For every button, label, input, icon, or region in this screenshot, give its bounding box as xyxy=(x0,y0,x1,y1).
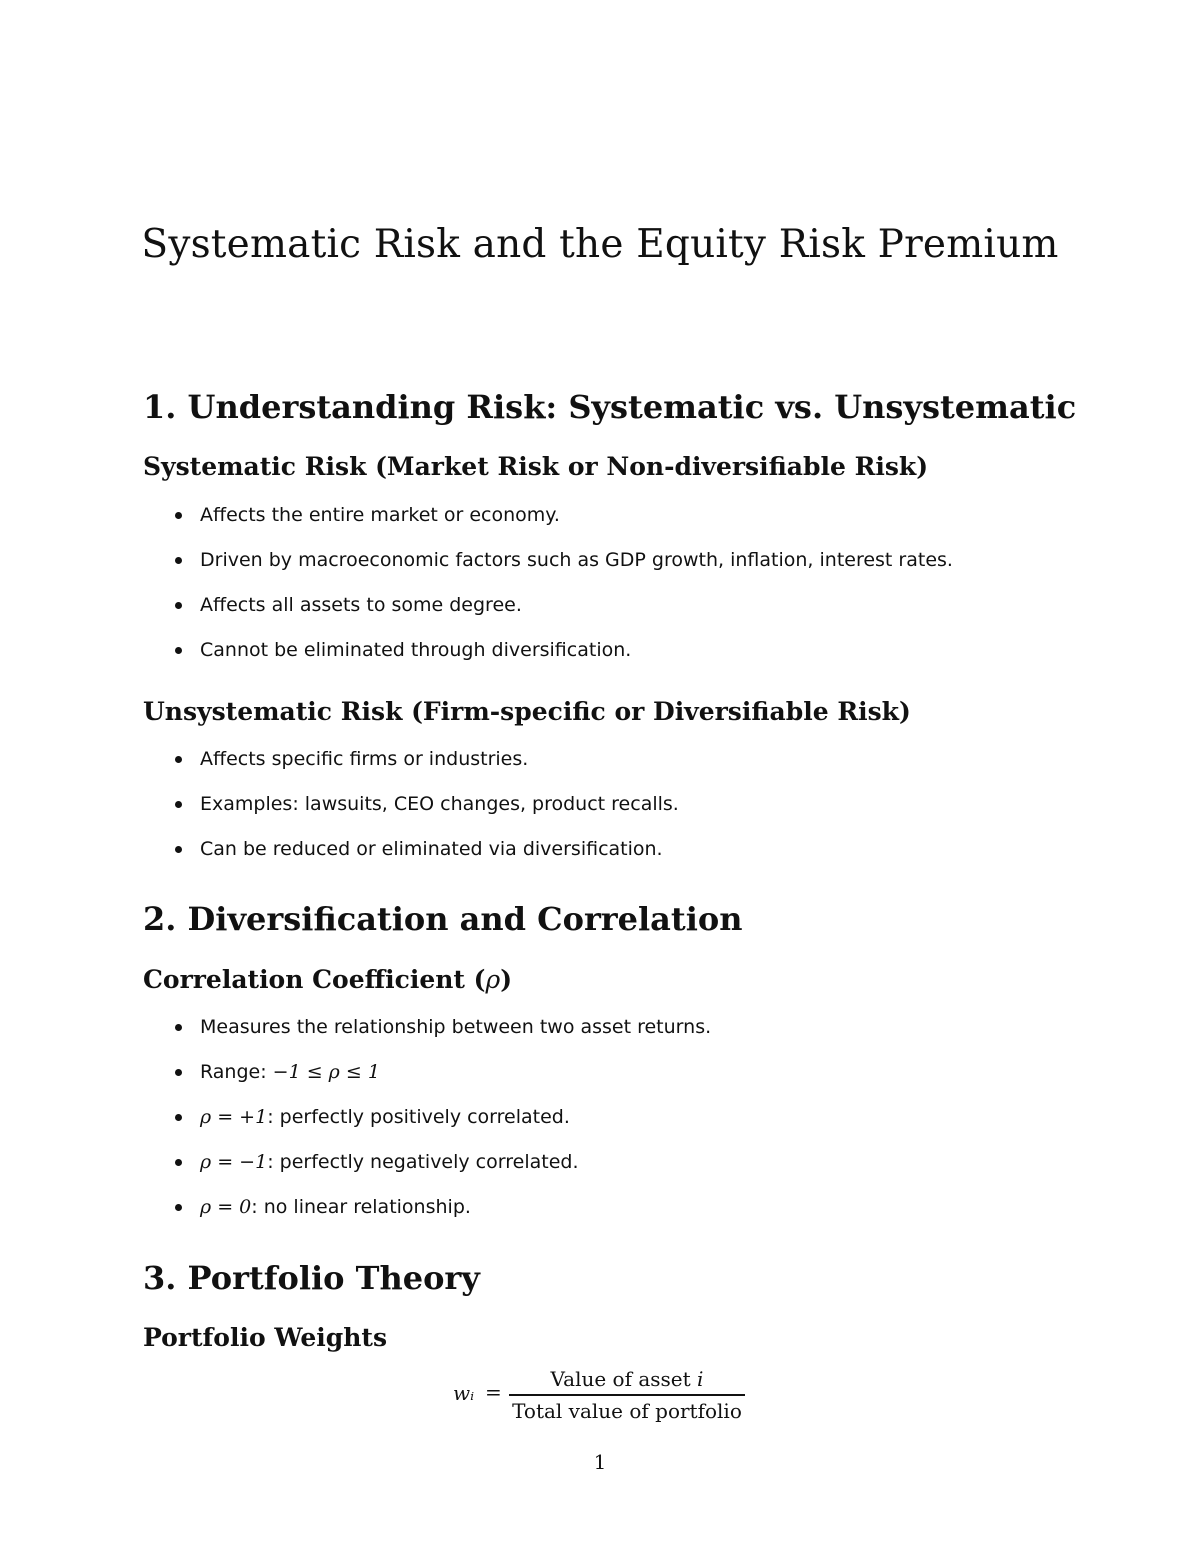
formula-fraction xyxy=(509,1364,745,1426)
formula-lhs: wᵢ xyxy=(453,1381,475,1405)
list-item: Driven by macroeconomic factors such as GDP growth, inflation, interest rates. xyxy=(0,545,953,590)
bullet-icon xyxy=(175,1204,182,1211)
list-item: ρ = −1: perfectly negatively correlated. xyxy=(0,1147,711,1192)
list-item: Affects all assets to some degree. xyxy=(0,590,953,635)
bullet-icon xyxy=(175,801,182,808)
correlation-list xyxy=(0,1012,711,1237)
systematic-risk-list xyxy=(0,500,953,680)
list-item: Examples: lawsuits, CEO changes, product recalls. xyxy=(0,789,679,834)
list-item: Cannot be eliminated through diversification. xyxy=(0,635,953,680)
section-heading-portfolio-theory: 3. Portfolio Theory xyxy=(143,1259,480,1297)
subheading-unsystematic-risk: Unsystematic Risk (Firm-specific or Diversifiable Risk) xyxy=(143,697,911,726)
subheading-correlation-coefficient: Correlation Coefficient (ρ) xyxy=(143,965,513,994)
formula-equals: = xyxy=(485,1380,502,1404)
bullet-icon xyxy=(175,1024,182,1031)
bullet-icon xyxy=(175,1069,182,1076)
bullet-icon xyxy=(175,602,182,609)
bullet-icon xyxy=(175,846,182,853)
bullet-icon xyxy=(175,647,182,654)
math-range: −1 ≤ ρ ≤ 1 xyxy=(272,1061,380,1083)
bullet-icon xyxy=(175,557,182,564)
bullet-icon xyxy=(175,1114,182,1121)
math-expression: ρ = +1 xyxy=(200,1106,268,1128)
list-item: Measures the relationship between two asset returns. xyxy=(0,1012,711,1057)
section-heading-understanding-risk: 1. Understanding Risk: Systematic vs. Unsystematic xyxy=(143,388,1077,426)
list-item: Range: −1 ≤ ρ ≤ 1 xyxy=(0,1057,711,1102)
page-number: 1 xyxy=(593,1450,607,1474)
formula-denominator: Total value of portfolio xyxy=(512,1398,742,1423)
bullet-icon xyxy=(175,512,182,519)
formula-numerator: Value of asset i xyxy=(550,1367,704,1391)
list-item: Affects specific firms or industries. xyxy=(0,744,679,789)
list-item: Can be reduced or eliminated via diversification. xyxy=(0,834,679,879)
math-expression: ρ = −1 xyxy=(200,1151,268,1173)
subheading-portfolio-weights: Portfolio Weights xyxy=(143,1323,388,1352)
list-item: ρ = 0: no linear relationship. xyxy=(0,1192,711,1237)
page-title: Systematic Risk and the Equity Risk Premium xyxy=(141,222,1059,267)
subheading-systematic-risk: Systematic Risk (Market Risk or Non-diversifiable Risk) xyxy=(143,452,929,481)
section-heading-diversification: 2. Diversification and Correlation xyxy=(143,900,743,938)
bullet-icon xyxy=(175,756,182,763)
unsystematic-risk-list xyxy=(0,744,679,879)
bullet-icon xyxy=(175,1159,182,1166)
list-item: ρ = +1: perfectly positively correlated. xyxy=(0,1102,711,1147)
math-expression: ρ = 0 xyxy=(200,1196,252,1218)
list-item: Affects the entire market or economy. xyxy=(0,500,953,545)
